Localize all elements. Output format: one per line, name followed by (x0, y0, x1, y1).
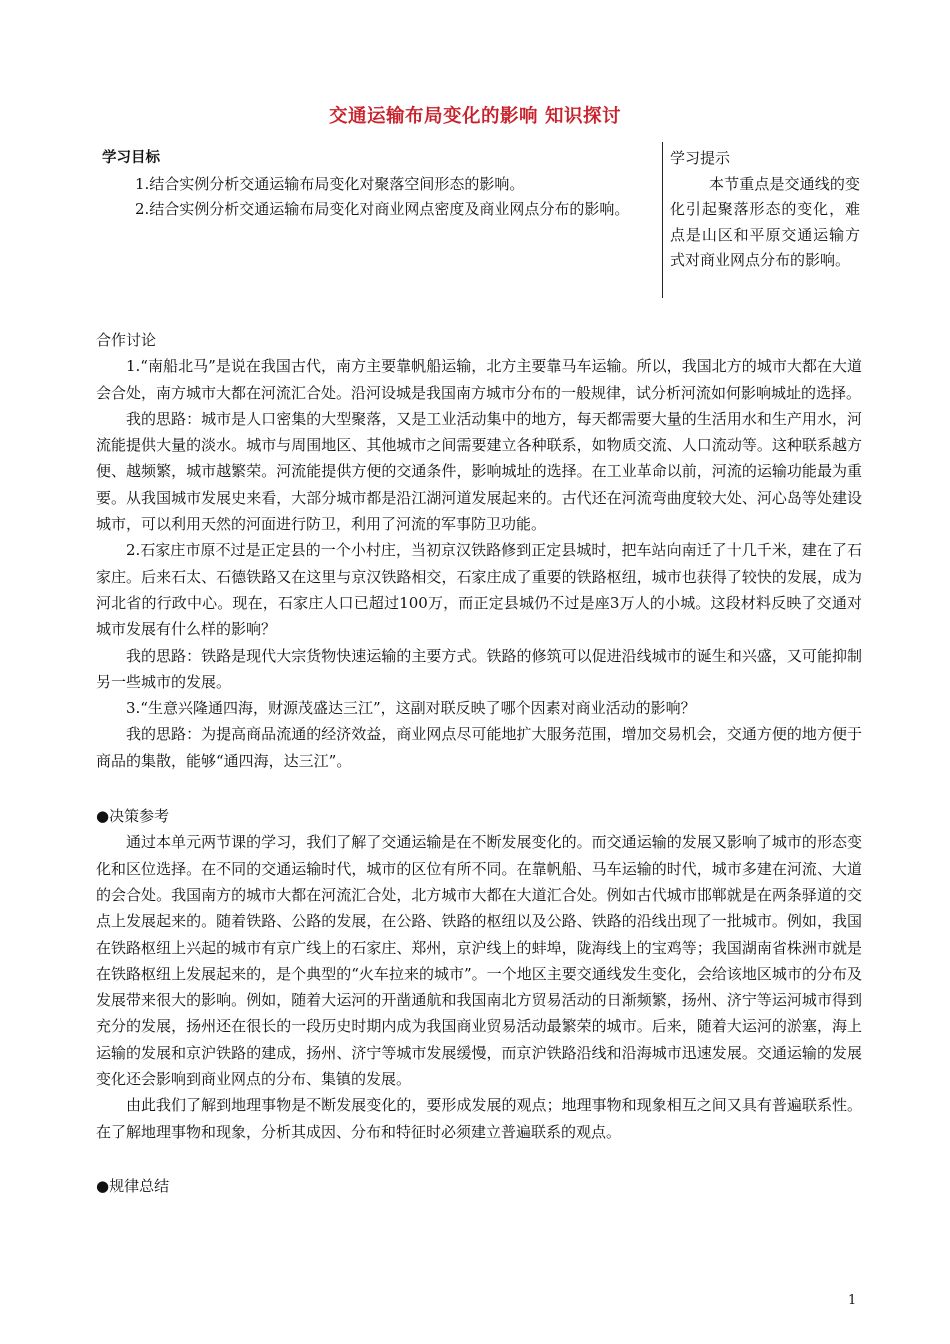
page-number: 1 (848, 1293, 857, 1308)
learning-goals-heading: 学习目标 (102, 150, 160, 166)
section-spacer (96, 774, 862, 803)
section-spacer (96, 1145, 862, 1173)
page-title: 交通运输布局变化的影响 知识探讨 (329, 106, 621, 127)
discussion-answer-1: 我的思路：城市是人口密集的大型聚落，又是工业活动集中的地方，每天都需要大量的生活用水和生产用水，河流能提供大量的淡水。城市与周围地区、其他城市之间需要建立各种联系，如物质交流、人口流动等。这种联系越方便、越频繁，城市越繁荣。河流能提供方便的交通条件，影响城址的选择。在工业革命以前，河流的运输功能最为重要。从我国城市发展史来看，大部分城市都是沿江湖河道发展起来的。古代还在河流弯曲度较大处、河心岛等处建设城市，可以利用天然的河面进行防卫，利用了河流的军事防卫功能。 (96, 409, 862, 534)
discussion-answer-2: 我的思路：铁路是现代大宗货物快速运输的主要方式。铁路的修筑可以促进沿线城市的诞生和兴盛，又可能抑制另一些城市的发展。 (96, 646, 862, 691)
learning-goal-item: 1.结合实例分析交通运输布局变化对聚落空间形态的影响。 (135, 174, 525, 193)
discussion-question-3: 3.“生意兴隆通四海，财源茂盛达三江”，这副对联反映了哪个因素对商业活动的影响？ (126, 699, 696, 718)
column-divider (662, 142, 663, 298)
decision-paragraph: 通过本单元两节课的学习，我们了解了交通运输是在不断发展变化的。而交通运输的发展又影响了城市的形态变化和区位选择。在不同的交通运输时代，城市的区位有所不同。在靠帆船、马车运输的时代，城市多建在河流、大道的会合处。我国南方的城市大都在河流汇合处，北方城市大都在大道汇合处。例如古代城市邯郸就是在两条驿道的交点上发展起来的。随着铁路、公路的发展，在公路、铁路的枢纽以及公路、铁路的沿线出现了一批城市。例如，我国在铁路枢纽上兴起的城市有京广线上的石家庄、郑州，京沪线上的蚌埠，陇海线上的宝鸡等；我国湖南省株洲市就是在铁路枢纽上发展起来的，是个典型的“火车拉来的城市”。一个地区主要交通线发生变化，会给该地区城市的分布及发展带来很大的影响。例如，随着大运河的开凿通航和我国南北方贸易活动的日渐频繁，扬州、济宁等运河城市得到充分的发展，扬州还在很长的一段历史时期内成为我国商业贸易活动最繁荣的城市。后来，随着大运河的淤塞，海上运输的发展和京沪铁路的建成，扬州、济宁等城市发展缓慢，而京沪铁路沿线和沿海城市迅速发展。交通运输的发展变化还会影响到商业网点的分布、集镇的发展。 (96, 833, 862, 1089)
learning-goals-section (96, 146, 656, 223)
summary-heading: ●规律总结 (96, 1176, 170, 1195)
learning-tips-heading: 学习提示 (670, 149, 731, 167)
main-content (96, 327, 862, 1199)
discussion-answer-3: 我的思路：为提高商品流通的经济效益，商业网点尽可能地扩大服务范围，增加交易机会，交通方便的地方便于商品的集散，能够“通四海，达三江”。 (96, 725, 862, 770)
discussion-heading: 合作讨论 (96, 331, 157, 349)
discussion-question-2: 2.石家庄市原不过是正定县的一个小村庄，当初京汉铁路修到正定县城时，把车站向南迁了十几千米，建在了石家庄。后来石太、石德铁路又在这里与京汉铁路相交，石家庄成了重要的铁路枢纽，城市也获得了较快的发展，成为河北省的行政中心。现在，石家庄人口已超过100万，而正定县城仍不过是座3万人的小城。这段材料反映了交通对城市发展有什么样的影响？ (96, 541, 862, 639)
learning-tips-section (670, 146, 860, 274)
decision-heading: ●决策参考 (96, 807, 170, 826)
learning-tips-text: 本节重点是交通线的变化引起聚落形态的变化，难点是山区和平原交通运输方式对商业网点分布的影响。 (670, 174, 860, 269)
discussion-question-1: 1.“南船北马”是说在我国古代，南方主要靠帆船运输，北方主要靠马车运输。所以，我国北方的城市大都在大道会合处，南方城市大都在河流汇合处。沿河设城是我国南方城市分布的一般规律，试分析河流如何影响城址的选择。 (96, 357, 862, 402)
learning-goal-item: 2.结合实例分析交通运输布局变化对商业网点密度及商业网点分布的影响。 (135, 200, 630, 218)
decision-paragraph: 由此我们了解到地理事物是不断发展变化的，要形成发展的观点；地理事物和现象相互之间又具有普遍联系性。在了解地理事物和现象，分析其成因、分布和特征时必须建立普遍联系的观点。 (96, 1096, 862, 1141)
